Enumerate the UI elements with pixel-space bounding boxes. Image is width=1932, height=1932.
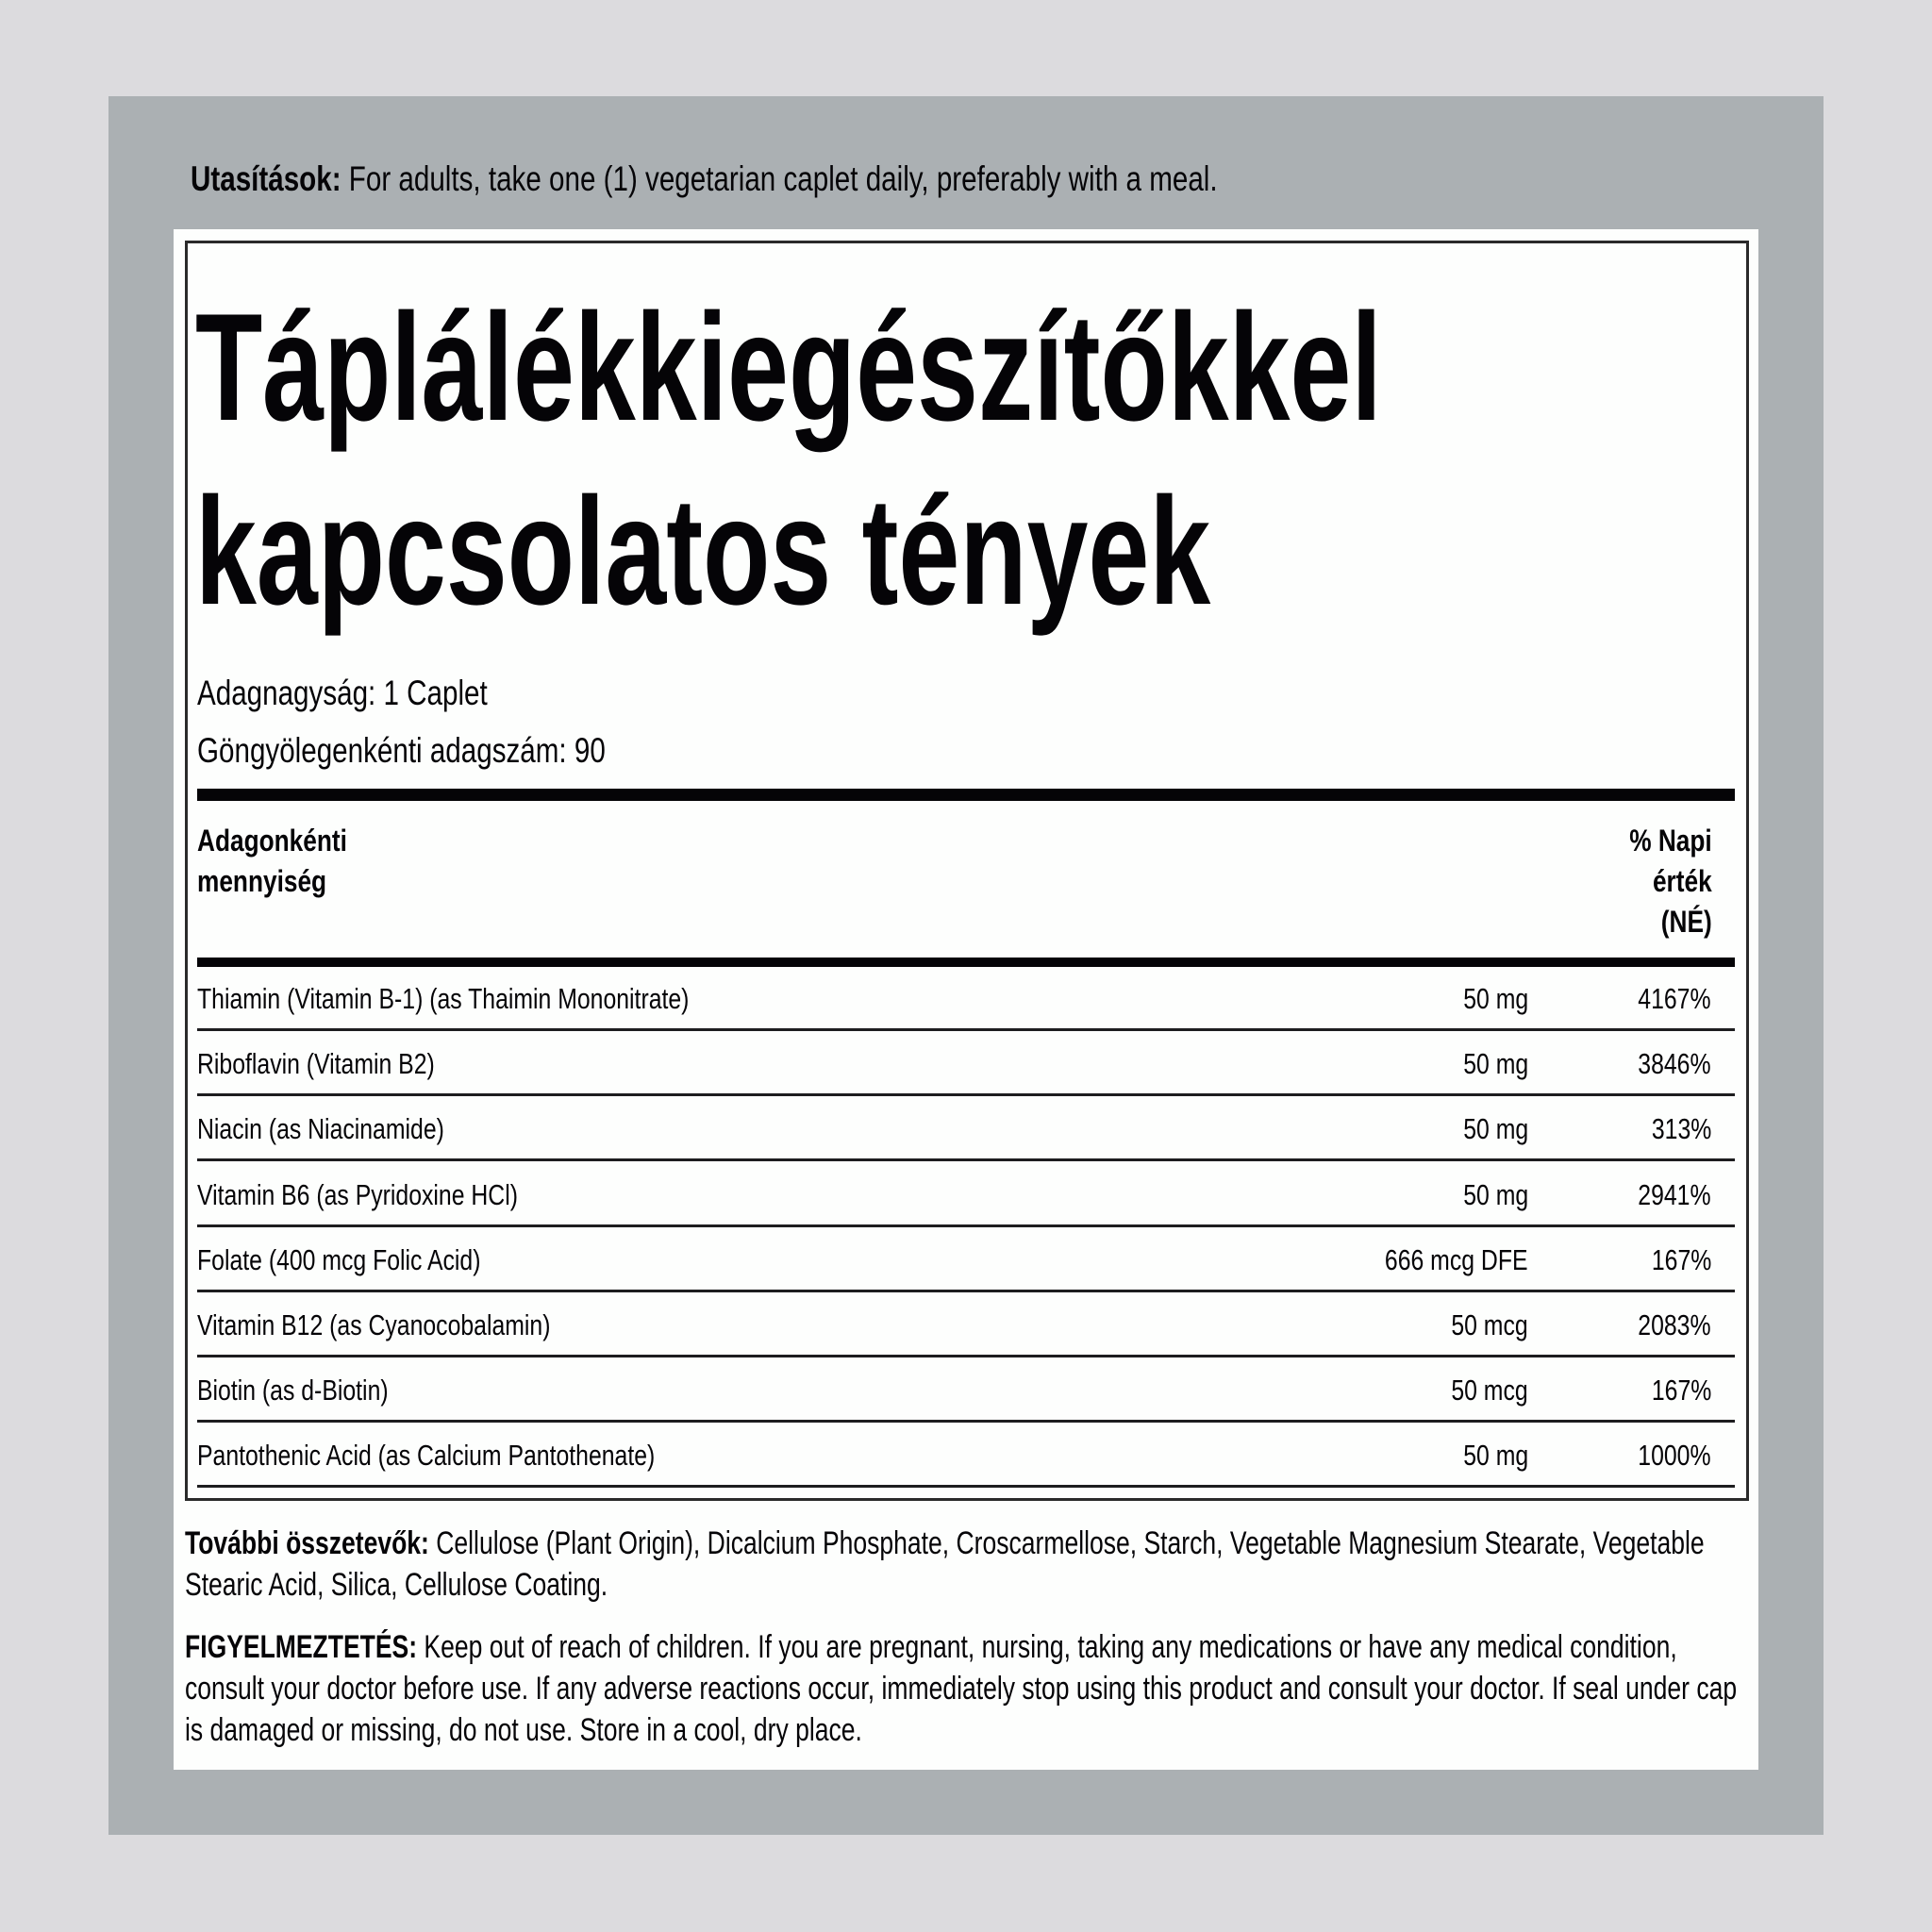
row-divider	[197, 1093, 1735, 1096]
nutrient-amount: 50 mcg	[1451, 1374, 1528, 1407]
row-divider	[197, 1485, 1735, 1488]
nutrient-daily-value: 167%	[1651, 1243, 1711, 1276]
directions-label: Utasítások:	[191, 159, 341, 198]
amount-per-serving-header: Adagonkénti mennyiség	[197, 824, 347, 898]
nutrient-amount: 50 mg	[1463, 1439, 1528, 1472]
row-divider	[197, 1355, 1735, 1357]
directions	[191, 158, 1474, 200]
nutrient-name: Riboflavin (Vitamin B2)	[197, 1047, 435, 1080]
facts-title-line-1: Táplálékkiegészítőkkel	[195, 282, 1382, 453]
thick-divider-top	[197, 789, 1735, 801]
nutrient-daily-value: 4167%	[1638, 982, 1711, 1015]
row-divider	[197, 1290, 1735, 1292]
nutrient-name: Vitamin B6 (as Pyridoxine HCl)	[197, 1178, 518, 1211]
nutrient-amount: 50 mg	[1463, 1112, 1528, 1145]
nutrient-name: Thiamin (Vitamin B-1) (as Thaimin Mononitrate)	[197, 982, 690, 1015]
other-ingredients-label: További összetevők:	[185, 1525, 429, 1561]
nutrient-amount: 50 mcg	[1451, 1308, 1528, 1341]
row-divider	[197, 1028, 1735, 1031]
nutrient-name: Folate (400 mcg Folic Acid)	[197, 1243, 481, 1276]
servings-per-container: Göngyölegenkénti adagszám: 90	[197, 731, 606, 770]
nutrient-daily-value: 2083%	[1638, 1308, 1711, 1341]
warning-label: FIGYELMEZTETÉS:	[185, 1629, 418, 1665]
nutrient-daily-value: 167%	[1651, 1374, 1711, 1407]
serving-size: Adagnagyság: 1 Caplet	[197, 674, 488, 712]
row-divider	[197, 1158, 1735, 1161]
thick-divider-header	[197, 958, 1735, 967]
row-divider	[197, 1420, 1735, 1423]
nutrient-name: Niacin (as Niacinamide)	[197, 1112, 444, 1145]
daily-value-header: % Napi érték (NÉ)	[1629, 824, 1712, 939]
nutrient-daily-value: 313%	[1651, 1112, 1711, 1145]
nutrient-name: Biotin (as d-Biotin)	[197, 1374, 389, 1407]
nutrient-amount: 50 mg	[1463, 1047, 1528, 1080]
nutrient-name: Pantothenic Acid (as Calcium Pantothenate)	[197, 1439, 656, 1472]
warning	[185, 1626, 1932, 1751]
nutrient-amount: 50 mg	[1463, 1178, 1528, 1211]
row-divider	[197, 1224, 1735, 1227]
nutrient-daily-value: 2941%	[1638, 1178, 1711, 1211]
directions-text: For adults, take one (1) vegetarian caplet daily, preferably with a meal.	[341, 159, 1218, 198]
other-ingredients	[185, 1523, 1932, 1606]
nutrient-name: Vitamin B12 (as Cyanocobalamin)	[197, 1308, 551, 1341]
nutrient-daily-value: 1000%	[1638, 1439, 1711, 1472]
other-ingredients-text: Cellulose (Plant Origin), Dicalcium Phosphate, Croscarmellose, Starch, Vegetable Magnesium Stearate, Vegetable Stearic Acid, Silica, Cellulose Coating.	[185, 1525, 1705, 1603]
nutrient-amount: 50 mg	[1463, 982, 1528, 1015]
nutrient-daily-value: 3846%	[1638, 1047, 1711, 1080]
warning-text: Keep out of reach of children. If you are pregnant, nursing, taking any medications or have any medical condition, consult your doctor before use. If any adverse reactions occur, immediately stop using this product and consult your doctor. If seal under cap is damaged or missing, do not use. Store in a cool, dry place.	[185, 1629, 1738, 1748]
nutrient-amount: 666 mcg DFE	[1385, 1243, 1528, 1276]
facts-title-line-2: kapcsolatos tények	[195, 466, 1211, 637]
